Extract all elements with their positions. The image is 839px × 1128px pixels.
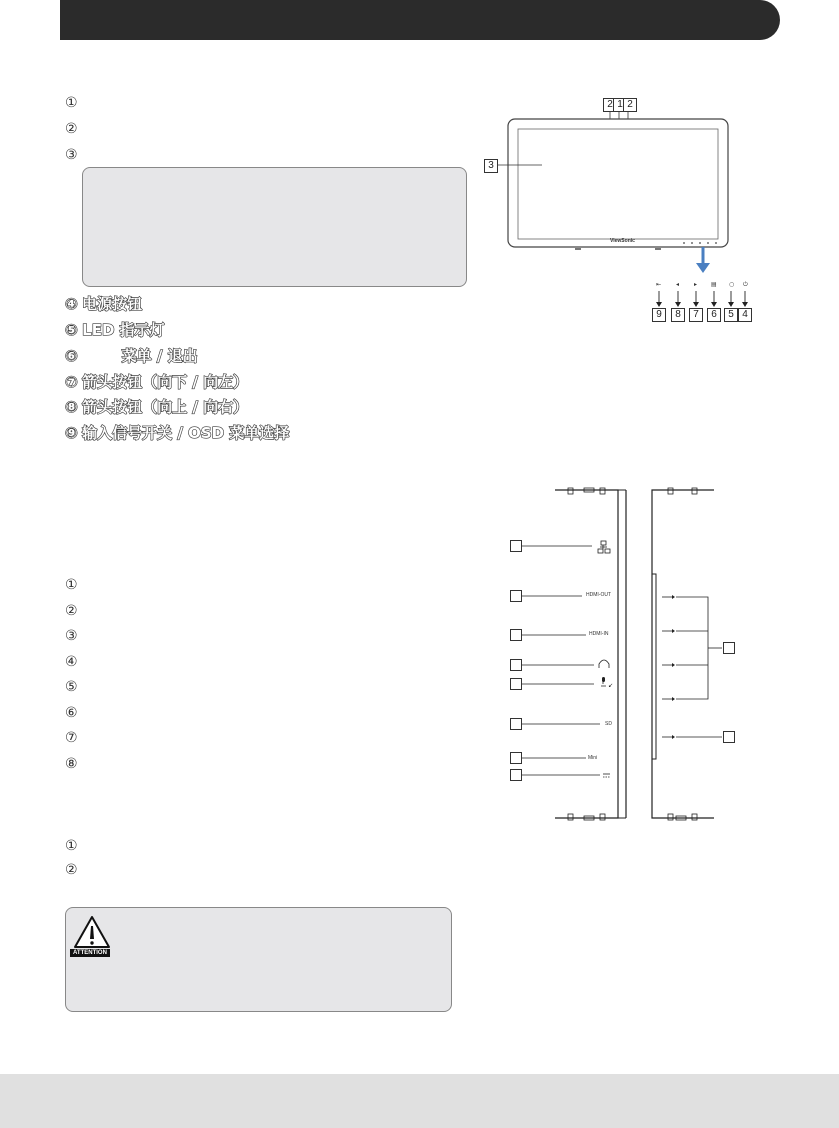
side-item-6: ⑥ bbox=[65, 705, 78, 721]
side-item-3: ③ bbox=[65, 628, 78, 644]
svg-text:○: ○ bbox=[729, 281, 735, 288]
callout-top-1: 1 bbox=[613, 98, 627, 112]
callout-box-left-5 bbox=[510, 678, 522, 690]
callout-top-2a: 2 bbox=[603, 98, 617, 112]
svg-text:▤: ▤ bbox=[711, 281, 717, 288]
callout-box-right-1 bbox=[723, 642, 735, 654]
button-item-4: ④ 电源按钮 bbox=[65, 295, 143, 313]
callout-btn-6: 6 bbox=[707, 308, 721, 322]
port-sd: SD bbox=[605, 721, 612, 727]
button-item-8: ⑧ 箭头按钮（向上 / 向右） bbox=[65, 398, 249, 416]
callout-screen-3: 3 bbox=[484, 159, 498, 173]
port-hdmi-out: HDMI-OUT bbox=[586, 592, 611, 598]
callout-box-right-2 bbox=[723, 731, 735, 743]
monitor-front-diagram bbox=[480, 95, 760, 325]
front-item-2: ② bbox=[65, 121, 78, 137]
callout-btn-8: 8 bbox=[671, 308, 685, 322]
callout-box-left-3 bbox=[510, 629, 522, 641]
note-box bbox=[82, 167, 467, 287]
svg-text:⏻: ⏻ bbox=[743, 281, 748, 288]
brand-logo: ViewSonic bbox=[610, 238, 635, 244]
callout-btn-4: 4 bbox=[738, 308, 752, 322]
callout-box-left-7 bbox=[510, 752, 522, 764]
callout-btn-5: 5 bbox=[724, 308, 738, 322]
callout-btn-9: 9 bbox=[652, 308, 666, 322]
right-side-item-2: ② bbox=[65, 862, 78, 878]
side-panels-diagram bbox=[500, 484, 730, 824]
footer-bar bbox=[0, 1074, 839, 1128]
button-item-6: ⑥ 菜单 / 退出 bbox=[65, 347, 198, 365]
button-item-5: ⑤ LED 指示灯 bbox=[65, 321, 165, 339]
port-mini-usb: Mini bbox=[588, 755, 598, 761]
side-item-8: ⑧ bbox=[65, 756, 78, 772]
button-item-7: ⑦ 箭头按钮（向下 / 向左） bbox=[65, 373, 249, 391]
header-bar bbox=[60, 0, 780, 40]
front-item-1: ① bbox=[65, 95, 78, 111]
callout-btn-7: 7 bbox=[689, 308, 703, 322]
side-item-5: ⑤ bbox=[65, 679, 78, 695]
callout-box-left-6 bbox=[510, 718, 522, 730]
svg-text:◂: ◂ bbox=[676, 281, 680, 288]
callout-box-left-8 bbox=[510, 769, 522, 781]
attention-label: ATTENTION bbox=[73, 950, 107, 956]
side-item-4: ④ bbox=[65, 654, 78, 670]
front-item-3: ③ bbox=[65, 147, 78, 163]
right-side-item-1: ① bbox=[65, 838, 78, 854]
svg-text:⇤: ⇤ bbox=[656, 281, 662, 288]
side-item-1: ① bbox=[65, 577, 78, 593]
side-item-2: ② bbox=[65, 603, 78, 619]
callout-box-left-2 bbox=[510, 590, 522, 602]
side-item-7: ⑦ bbox=[65, 730, 78, 746]
button-item-9: ⑨ 输入信号开关 / OSD 菜单选择 bbox=[65, 424, 290, 442]
callout-box-left-1 bbox=[510, 540, 522, 552]
attention-box bbox=[65, 907, 452, 1012]
port-hdmi-in: HDMI-IN bbox=[589, 631, 609, 637]
svg-text:▸: ▸ bbox=[694, 281, 698, 288]
svg-text:↙: ↙ bbox=[608, 682, 614, 689]
callout-top-2b: 2 bbox=[623, 98, 637, 112]
callout-box-left-4 bbox=[510, 659, 522, 671]
